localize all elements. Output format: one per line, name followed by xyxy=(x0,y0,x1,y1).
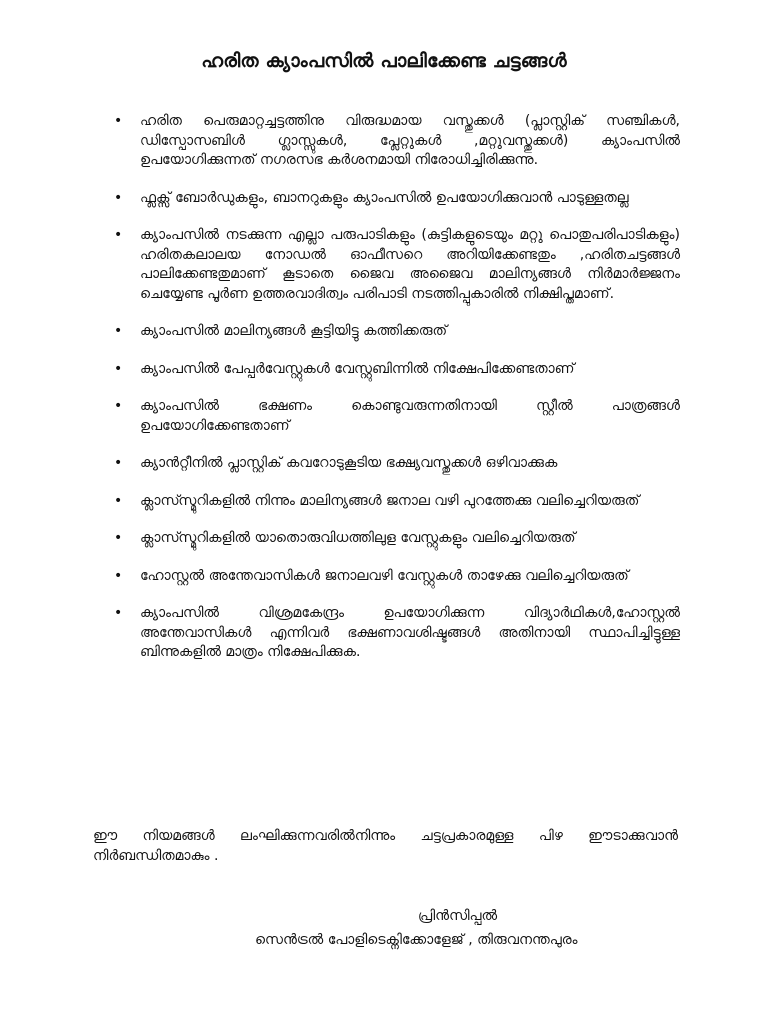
signature-title: പ്രിൻസിപ്പൽ xyxy=(418,908,498,924)
bullet-icon: • xyxy=(114,398,123,414)
rule-text: ക്യാംപസിൽ ഭക്ഷണം കൊണ്ടുവരുന്നതിനായി സ്റ്റീൽ പാത്രങ്ങൾ ഉപയോഗിക്കേണ്ടതാണ് xyxy=(140,398,680,434)
rule-item xyxy=(112,112,680,171)
rule-text: ഹോസ്റ്റൽ അന്തേവാസികൾ ജനാലവഴി വേസ്റ്റുകൾ താഴേക്കു വലിച്ചെറിയരുത് xyxy=(140,567,629,584)
rule-item xyxy=(112,454,680,474)
rule-text: ക്യാംപസിൽ നടക്കുന്ന എല്ലാ പരുപാടികളും (കുട്ടികളുടെയും മറ്റു പൊതുപരിപാടികളും) ഹരിതകലാലയ നോഡൽ ഓഫീസറെ അറിയിക്കേണ്ടതും ,ഹരിതചട്ടങ്ങൾ പാലിക്കേണ്ടതുമാണ് കൂടാതെ ജൈവ അജൈവ മാലിന്യങ്ങൾ നിർമാർജ്ജനം ചെയ്യേണ്ട പൂർണ ഉത്തരവാദിത്വം പരിപാടി നടത്തിപ്പുകാരിൽ നിക്ഷിപ്തമാണ്. xyxy=(140,227,680,302)
rule-item xyxy=(112,226,680,304)
bullet-icon: • xyxy=(114,323,123,339)
bullet-icon: • xyxy=(114,227,123,243)
rule-text: ഫ്ലക്സ് ബോർഡുകളും, ബാനറുകളും ക്യാംപസിൽ ഉപയോഗിക്കുവാൻ പാടുള്ളതല്ല xyxy=(140,189,629,206)
rule-item xyxy=(112,360,680,380)
signature-college: സെൻട്രൽ പോളിടെക്നിക്കോളേജ് , തിരുവനന്തപുരം xyxy=(255,932,578,948)
rule-item xyxy=(112,189,680,209)
bullet-icon: • xyxy=(114,113,123,129)
rule-text: ഹരിത പെരുമാറ്റച്ചട്ടത്തിനു വിരുദ്ധമായ വസ്തുക്കൾ (പ്ലാസ്റ്റിക് സഞ്ചികൾ, ഡിസ്പോസബിൾ ഗ്ലാസ്സുകൾ, പ്ലേറ്റുകൾ ,മറ്റുവസ്തുക്കൾ) ക്യാംപസിൽ ഉപയോഗിക്കുന്നത് നഗരസഭ കർശനമായി നിരോധിച്ചിരിക്കുന്നു. xyxy=(140,113,680,168)
page-title: ഹരിത ക്യാംപസിൽ പാലിക്കേണ്ട ചട്ടങ്ങൾ xyxy=(201,50,567,72)
bullet-icon: • xyxy=(114,492,123,509)
rules-list xyxy=(112,112,680,681)
rule-item xyxy=(112,322,680,342)
rule-text: ക്യാംപസിൽ പേപ്പർവേസ്റ്റുകൾ വേസ്റ്റുബിന്നിൽ നിക്ഷേപിക്കേണ്ടതാണ് xyxy=(140,360,575,377)
rule-item xyxy=(112,604,680,663)
bullet-icon: • xyxy=(114,360,123,377)
rule-text: ക്യാംപസിൽ മാലിന്യങ്ങൾ കൂട്ടിയിട്ടു കത്തിക്കരുത് xyxy=(140,323,448,339)
bullet-icon: • xyxy=(114,530,123,546)
bullet-icon: • xyxy=(114,189,123,206)
rule-text: ക്യാൻറ്റീനിൽ പ്ലാസ്റ്റിക് കവറോടുകൂടിയ ഭക്ഷ്യവസ്തുക്കൾ ഒഴിവാക്കുക xyxy=(140,455,558,471)
bullet-icon: • xyxy=(114,567,123,584)
rule-text: ക്ലാസ്സ്മുറികളിൽ നിന്നും മാലിന്യങ്ങൾ ജനാല വഴി പുറത്തേക്കു വലിച്ചെറിയരുത് xyxy=(140,492,640,509)
bullet-icon: • xyxy=(114,605,123,621)
rule-item xyxy=(112,397,680,436)
rule-item xyxy=(112,567,680,587)
rule-item xyxy=(112,529,680,549)
rule-text: ക്ലാസ്സ്മുറികളിൽ യാതൊരുവിധത്തിലുള വേസ്റ്റുകളും വലിച്ചെറിയരുത് xyxy=(140,530,576,546)
rule-text: ക്യാംപസിൽ വിശ്രമകേന്ദ്രം ഉപയോഗിക്കുന്ന വിദ്യാർഥികൾ,ഹോസ്റ്റൽ അന്തേവാസികൾ എന്നിവർ ഭക്ഷണാവശിഷ്ടങ്ങൾ അതിനായി സ്ഥാപിച്ചിട്ടുള്ള ബിന്നുകളിൽ മാത്രം നിക്ഷേപിക്കുക. xyxy=(140,605,680,660)
penalty-notice: ഈ നിയമങ്ങൾ ലംഘിക്കുന്നവരിൽനിന്നും ചട്ടപ്രകാരമുള്ള പിഴ ഈടാക്കുവാൻ നിർബന്ധിതമാകും . xyxy=(93,828,678,864)
rule-item xyxy=(112,492,680,512)
bullet-icon: • xyxy=(114,455,123,471)
